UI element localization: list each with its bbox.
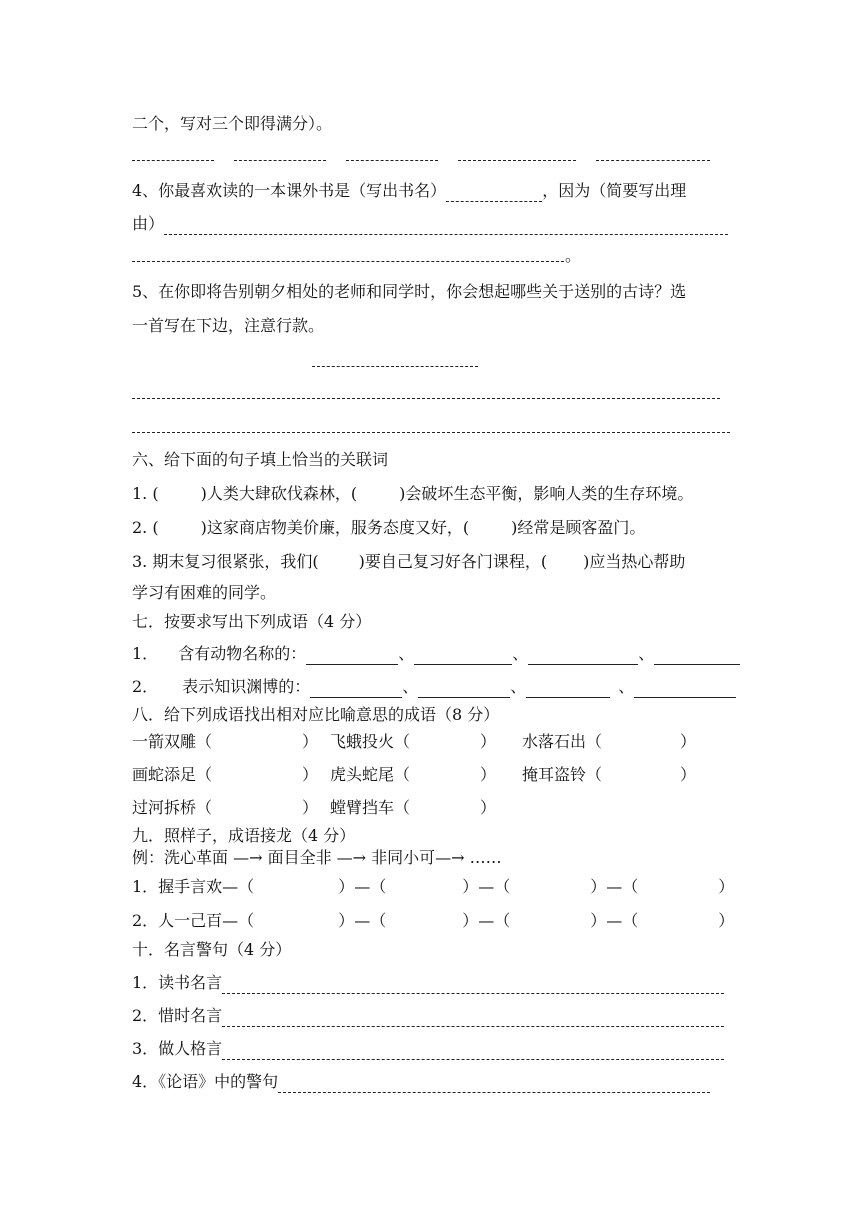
sep: 、 [638,644,655,663]
idiom-blank[interactable] [526,683,610,698]
num: 1． [132,644,159,663]
q4-end: 。 [565,246,582,265]
idiom-item: 虎头蛇尾（ ） [330,765,497,784]
chain-row-1: 1．握手言欢—（ ）—（ ）—（ ）—（ ） [132,877,735,896]
idiom-item: 螳臂挡车（ ） [330,798,497,817]
q4-prompt-line2: 由） [132,214,165,233]
quote-blank[interactable] [222,1045,724,1060]
reason-blank-2[interactable] [132,261,564,262]
answer-line[interactable] [458,160,576,161]
section-7-title: 七．按要求写出下列成语（4 分） [132,612,372,631]
text: )要自己复习好各门课程，( [358,552,548,571]
question-5-line1: 5、在你即将告别朝夕相处的老师和同学时，你会想起哪些关于送别的古诗？选 [132,282,687,301]
answer-line[interactable] [132,160,214,161]
quote-row: 1．读书名言 [132,972,730,994]
book-title-blank[interactable] [446,187,542,202]
quote-blank[interactable] [222,1012,724,1027]
section-6-title: 六、给下面的句子填上恰当的关联词 [132,450,389,469]
section-9-title: 九．照样子，成语接龙（4 分） [132,826,356,845]
idiom-blank[interactable] [654,650,740,665]
conjunction-sentence-2 [132,517,730,539]
idiom-blank[interactable] [634,683,736,698]
idiom-blank[interactable] [310,683,402,698]
poem-line[interactable] [132,432,730,433]
quote-blank[interactable] [222,979,724,994]
poem-line[interactable] [132,398,720,399]
question-5-line2: 一首写在下边，注意行款。 [132,316,325,335]
quote-blank[interactable] [278,1078,710,1093]
label: 含有动物名称的： [178,644,307,663]
question-4 [132,180,730,202]
num: 2． [132,677,159,696]
sep: 、 [402,677,419,696]
conjunction-sentence-1 [132,483,730,505]
label: 表示知识渊博的： [182,677,311,696]
reason-blank[interactable] [164,220,728,235]
section-10-title: 十．名言警句（4 分） [132,940,292,959]
text: )会破坏生态平衡，影响人类的生存环境。 [399,484,694,503]
text: )应当热心帮助 [583,552,686,571]
idiom-item: 水落石出（ ） [522,732,697,751]
q4-line2 [132,213,730,235]
quote-row: 3．做人格言 [132,1038,730,1060]
quote-row: 4．《论语》中的警句 [132,1071,730,1093]
idiom-blank[interactable] [414,650,512,665]
answer-line[interactable] [346,160,438,161]
q4-prompt: 4、你最喜欢读的一本课外书是（写出书名） [132,181,447,200]
section-8-title: 八．给下列成语找出相对应比喻意思的成语（8 分） [132,705,500,724]
text: )经常是顾客盈门。 [511,518,646,537]
answer-line[interactable] [234,160,326,161]
q3-tail: 二个，写对三个即得满分）。 [132,114,333,133]
sep: 、 [512,644,529,663]
quote-row: 2．惜时名言 [132,1005,730,1027]
idiom-blank[interactable] [306,650,398,665]
idiom-item: 飞蛾投火（ ） [330,732,497,751]
sep: 、 [618,677,635,696]
q4-prompt-mid: ，因为（简要写出理 [542,181,687,200]
poem-title-line[interactable] [312,366,478,367]
sep: 、 [510,677,527,696]
text: 2. ( [132,518,159,537]
idiom-item: 画蛇添足（ ） [132,765,319,784]
idiom-blank[interactable] [528,650,638,665]
idiom-blank[interactable] [418,683,510,698]
text: )这家商店物美价廉，服务态度又好，( [200,518,470,537]
text: 3. 期末复习很紧张，我们( [132,552,319,571]
answer-line[interactable] [596,160,710,161]
conjunction-sentence-3 [132,551,730,573]
idiom-row-1 [132,643,730,665]
text: 1. ( [132,484,159,503]
chain-example: 例：洗心革面 —→ 面目全非 —→ 非同小可—→ …… [132,848,502,867]
idiom-row-2 [132,676,730,698]
idiom-item: 过河拆桥（ ） [132,798,319,817]
sep: 、 [398,644,415,663]
conjunction-sentence-3-line2: 学习有困难的同学。 [132,583,277,602]
idiom-item: 一箭双雕（ ） [132,732,319,751]
text: )人类大肆砍伐森林，( [200,484,358,503]
chain-row-2: 2．人一己百—（ ）—（ ）—（ ）—（ ） [132,911,735,930]
idiom-item: 掩耳盗铃（ ） [522,765,697,784]
